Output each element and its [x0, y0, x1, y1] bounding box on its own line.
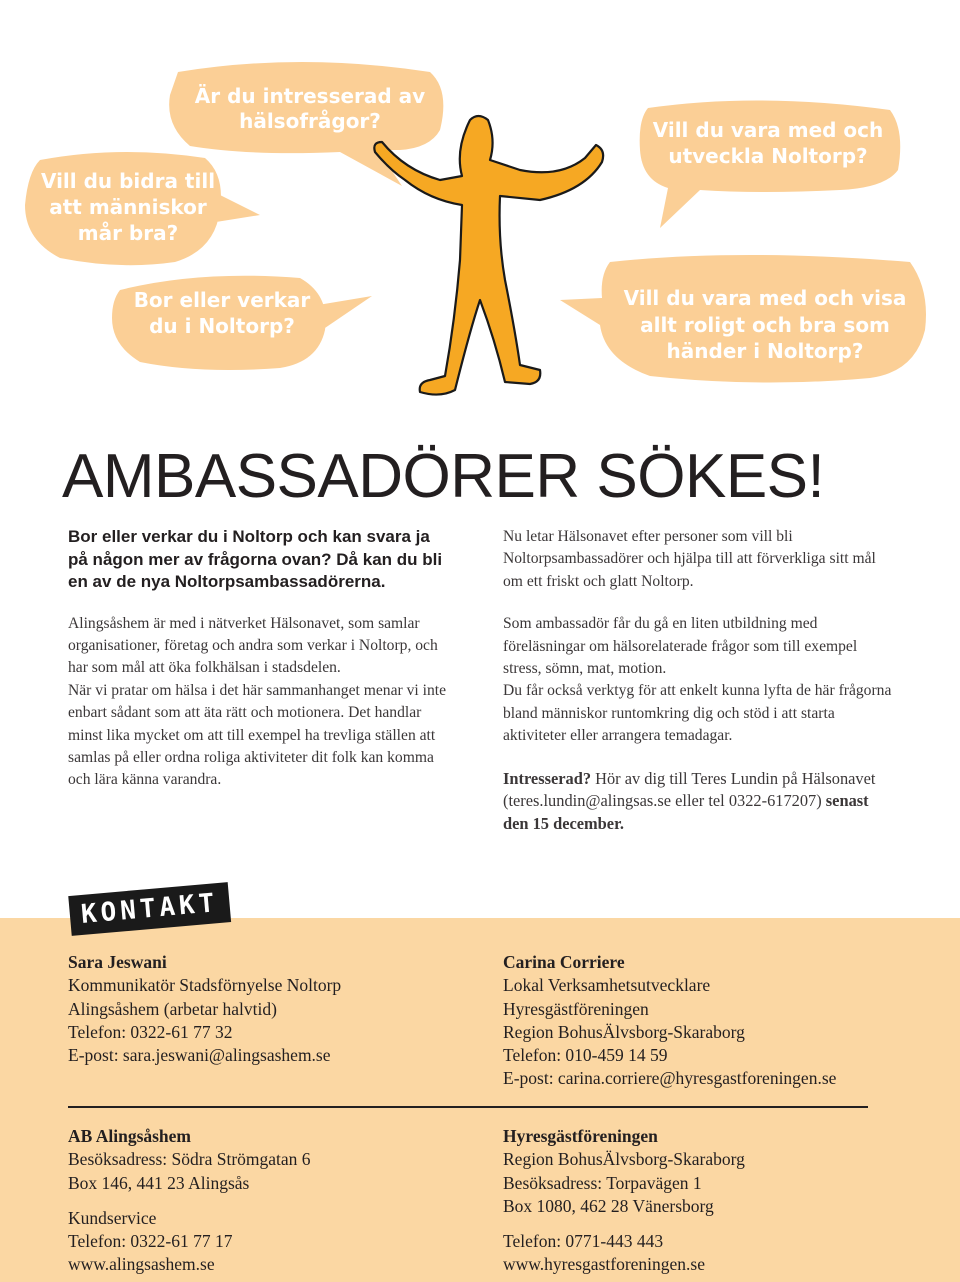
body-paragraph: Som ambassadör får du gå en liten utbildning med föreläsningar om hälsorelaterade frågor som till exempel stress, sömn, mat, motion. [503, 615, 858, 678]
contact-role: Lokal Verksamhetsutvecklare [503, 975, 711, 996]
contact-name: Carina Corriere [503, 952, 625, 972]
contact-phone: Telefon: 0322-61 77 32 [68, 1021, 233, 1042]
org-hyresgastforeningen [503, 1125, 745, 1277]
bubble-text: Är du intresserad av [194, 84, 426, 108]
org-name: Hyresgästföreningen [503, 1126, 658, 1146]
org-box-address: Box 146, 441 23 Alingsås [68, 1172, 250, 1193]
bubble-text: Vill du vara med och visa [623, 286, 907, 310]
contact-email: E-post: sara.jeswani@alingsashem.se [68, 1045, 331, 1066]
bubble-text: allt roligt och bra som [640, 313, 890, 337]
spacer [68, 1195, 311, 1207]
bubble-text: händer i Noltorp? [666, 339, 864, 363]
interest-text: Hör av dig till Teres Lundin på Hälsonavet (teres.lundin@alingsas.se eller tel 0322-617207) [503, 768, 876, 811]
body-paragraph: Du får också verktyg för att enkelt kunna lyfta de här frågorna bland människor runtomkring dig och stöd i att starta aktiviteter eller arrangera temadagar. [503, 682, 892, 745]
deadline-bold: senast den 15 december. [503, 791, 869, 833]
speech-bubble-top-right [640, 100, 901, 228]
org-website-link[interactable]: www.alingsashem.se [68, 1254, 215, 1275]
org-website-link[interactable]: www.hyresgastforeningen.se [503, 1254, 706, 1275]
org-phone: Telefon: 0322-61 77 17 [68, 1231, 233, 1252]
org-visit-address: Besöksadress: Södra Strömgatan 6 [68, 1149, 311, 1170]
interest-paragraph [503, 768, 893, 836]
bubble-text: utveckla Noltorp? [668, 144, 868, 168]
contact-email: E-post: carina.corriere@hyresgastforeningen.se [503, 1068, 837, 1089]
contact-name: Sara Jeswani [68, 952, 167, 972]
contact-org: Hyresgästföreningen [503, 998, 649, 1019]
org-visit-address: Besöksadress: Torpavägen 1 [503, 1172, 702, 1193]
lead-paragraph: Bor eller verkar du i Noltorp och kan svara ja på någon mer av frågorna ovan? Då kan du bli en av de nya Noltorpsambassadörerna. [68, 527, 443, 591]
header-illustration [0, 0, 960, 420]
org-service: Kundservice [68, 1207, 157, 1228]
org-phone: Telefon: 0771-443 443 [503, 1231, 664, 1252]
speech-bubble-left [25, 152, 260, 265]
bubble-text: att människor [49, 195, 207, 219]
body-paragraph: Alingsåshem är med i nätverket Hälsonavet, som samlar organisationer, företag och andra som verkar i Noltorp, och har som mål att öka folkhälsan i stadsdelen. [68, 614, 438, 677]
person-figure [374, 116, 603, 395]
bubble-text: Bor eller verkar [133, 288, 311, 312]
interest-bold: Intresserad? [503, 768, 592, 788]
contact-phone: Telefon: 010-459 14 59 [503, 1045, 668, 1066]
speech-bubble-bottom-left [112, 276, 372, 370]
contact-region: Region BohusÄlvsborg-Skaraborg [503, 1021, 745, 1042]
page-title: AMBASSADÖRER SÖKES! [62, 442, 825, 511]
bubble-text: Vill du vara med och [652, 118, 884, 142]
body-paragraph: Nu letar Hälsonavet efter personer som vill bli Noltorpsambassadörer och hjälpa till att förverkliga sitt mål om ett friskt och glatt Noltorp. [503, 528, 876, 590]
org-box-address: Box 1080, 462 28 Vänersborg [503, 1195, 714, 1216]
body-paragraph: När vi pratar om hälsa i det här sammanhanget menar vi inte enbart sådant som att äta rätt och motionera. Det handlar minst lika mycket om att till exempel ha trevliga ställen att samlas på eller ordna roliga aktiviteter dit folk kan komma och lära känna varandra. [68, 681, 447, 789]
bubble-text: mår bra? [77, 221, 179, 245]
contact-org: Alingsåshem (arbetar halvtid) [68, 998, 277, 1019]
spacer [503, 1218, 745, 1230]
contact-role: Kommunikatör Stadsförnyelse Noltorp [68, 975, 342, 996]
bubble-text: hälsofrågor? [239, 109, 381, 133]
org-alingsashem [68, 1125, 311, 1277]
org-region: Region BohusÄlvsborg-Skaraborg [503, 1149, 745, 1170]
bubble-text: Vill du bidra till [40, 169, 216, 193]
speech-bubble-bottom-right [560, 255, 926, 383]
contact-carina [503, 951, 836, 1091]
right-column [503, 526, 893, 835]
org-name: AB Alingsåshem [68, 1126, 192, 1146]
contact-label: KONTAKT [68, 882, 231, 936]
contact-sara [68, 951, 341, 1067]
bubble-text: du i Noltorp? [149, 314, 295, 338]
left-column [68, 526, 448, 792]
section-divider [68, 1106, 868, 1108]
